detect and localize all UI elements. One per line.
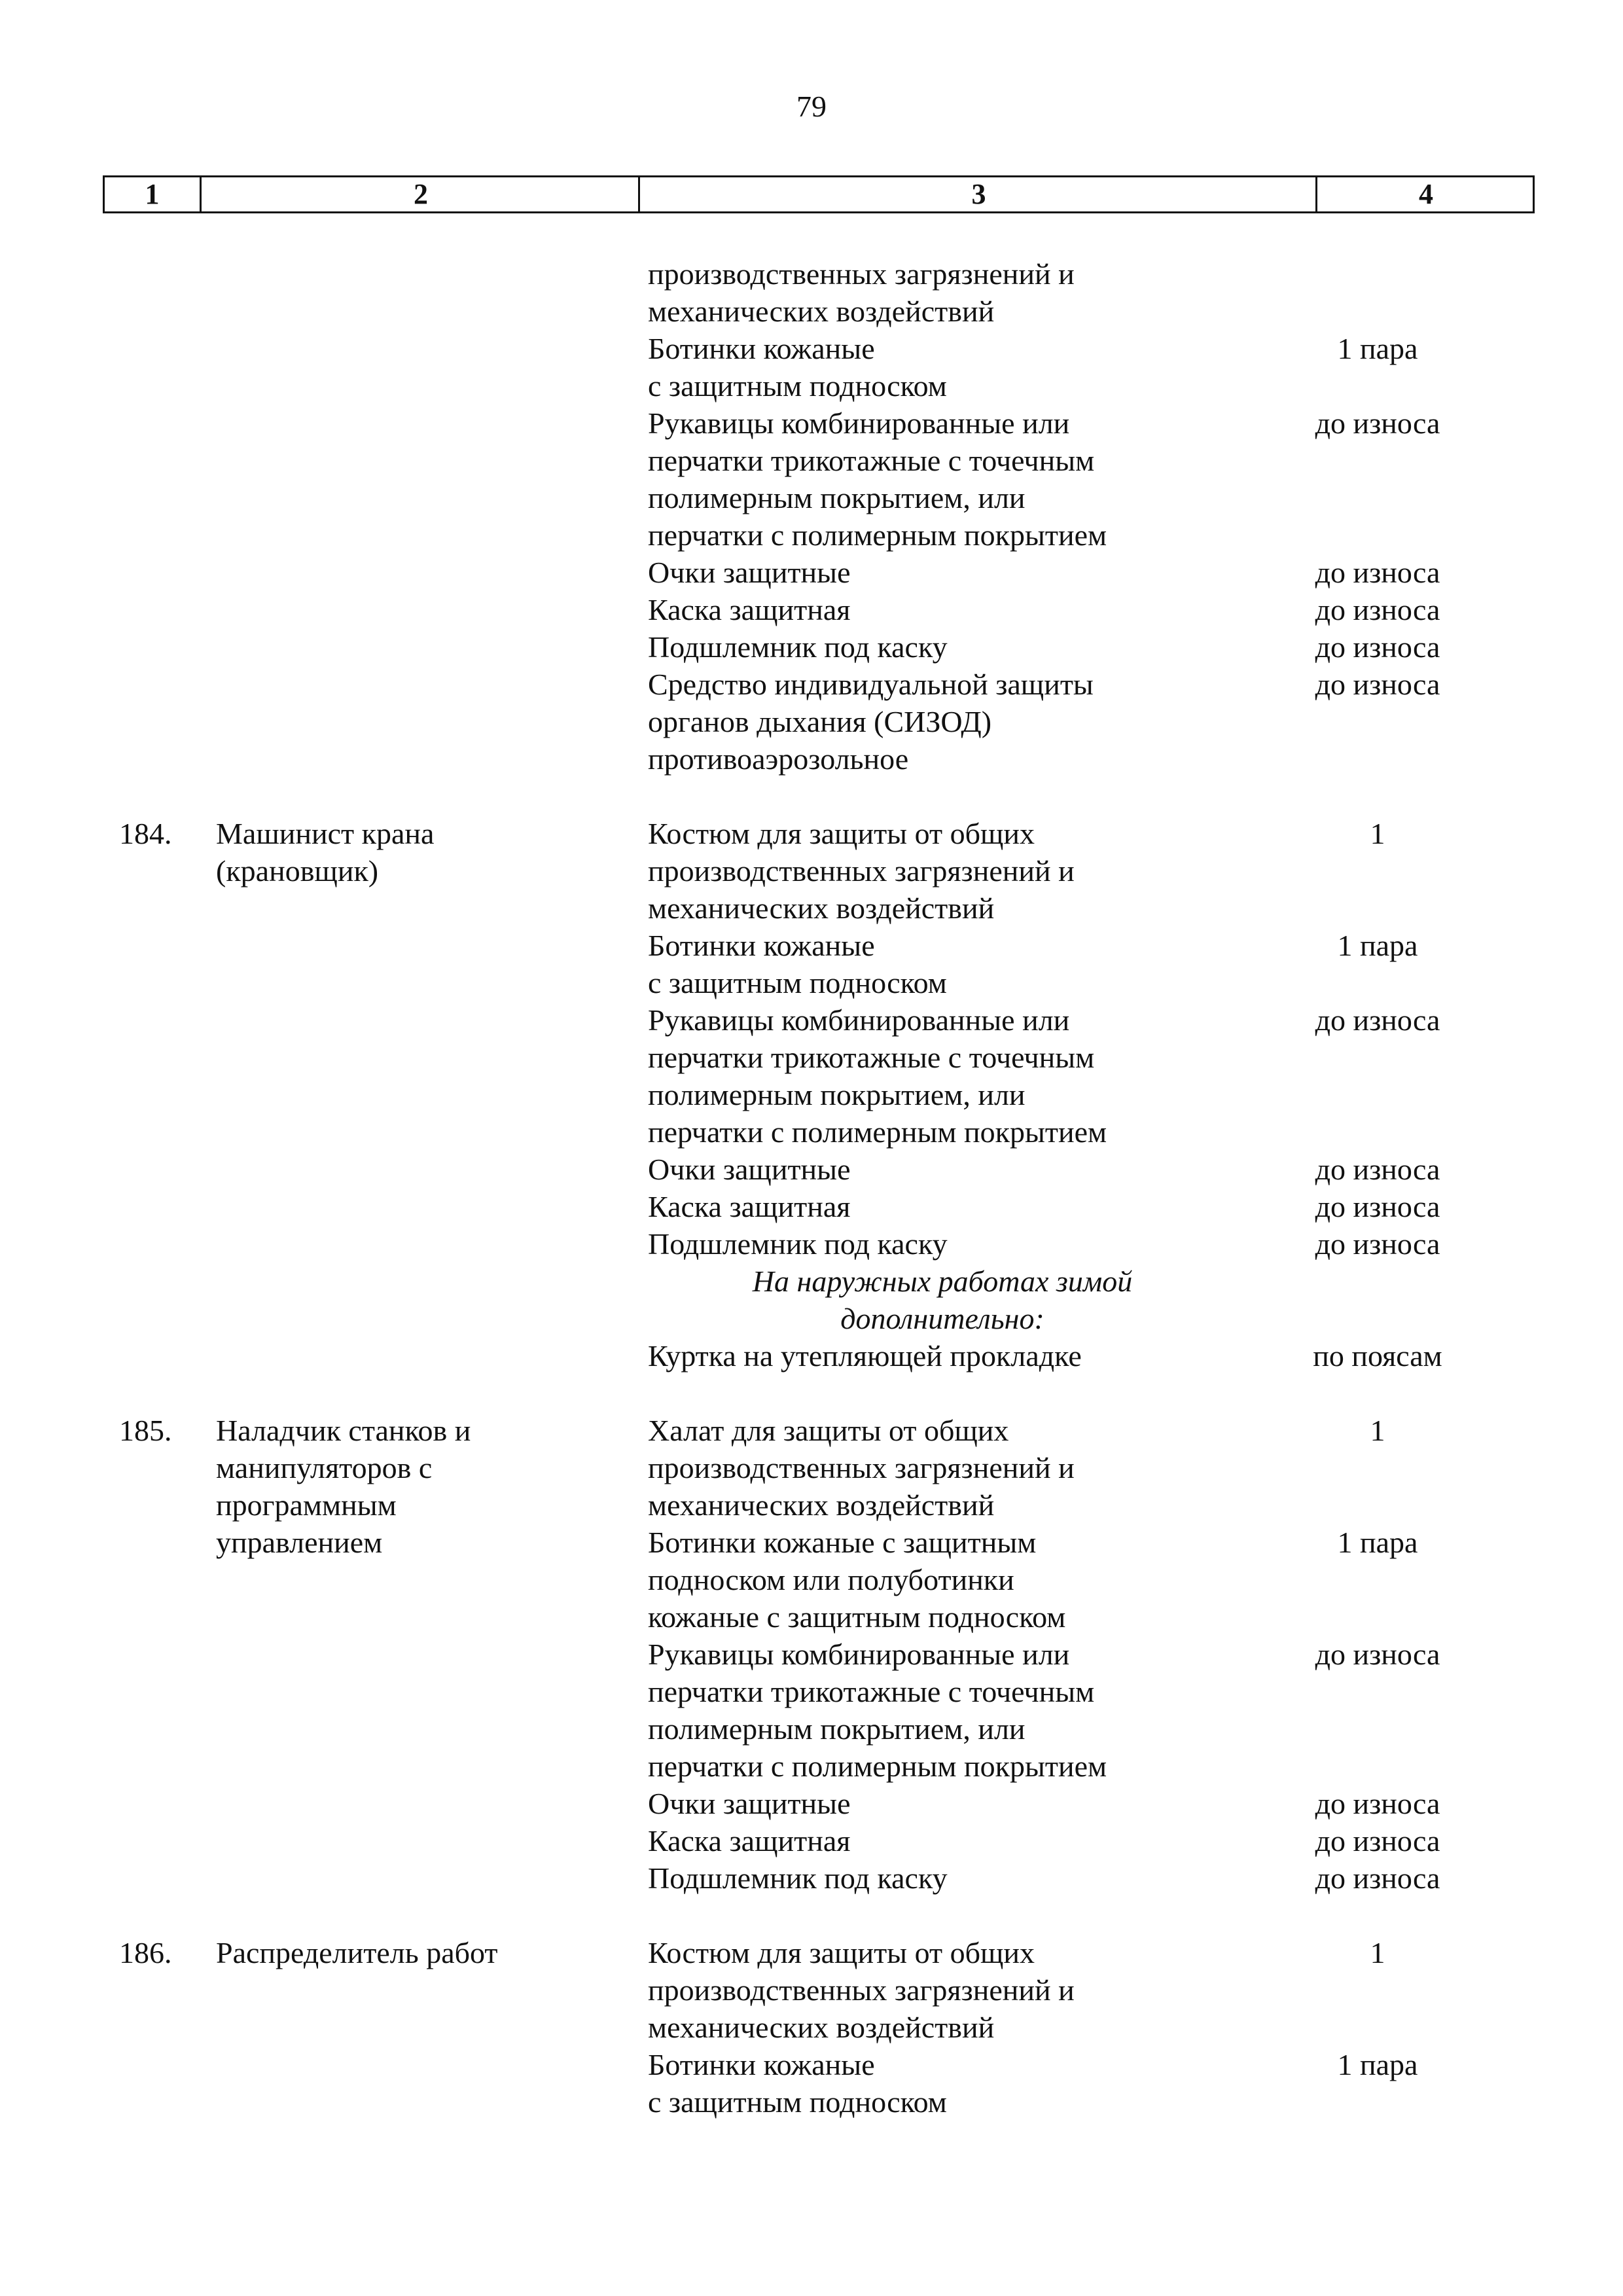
equipment-item — [648, 815, 1518, 927]
issue-norm: до износа — [1315, 1787, 1440, 1820]
issue-norm: до износа — [1315, 1003, 1440, 1037]
equipment-item — [648, 404, 1518, 554]
equipment-item — [648, 1822, 1518, 1859]
equipment-item — [648, 1785, 1518, 1822]
equipment-name — [648, 815, 1237, 927]
issue-norm: 1 пара — [1337, 929, 1418, 962]
equipment-name — [648, 666, 1237, 778]
equipment-name-line: Ботинки кожаные — [648, 332, 875, 365]
equipment-item — [648, 666, 1518, 778]
equipment-item — [648, 1934, 1518, 2046]
equipment-item — [648, 554, 1518, 591]
column-header-1: 1 — [145, 178, 160, 210]
equipment-name — [648, 1524, 1237, 1636]
equipment-item — [648, 330, 1518, 404]
equipment-item — [648, 1188, 1518, 1225]
norms-table-body — [0, 255, 1623, 2121]
equipment-name-line: Рукавицы комбинированные или — [648, 1003, 1070, 1037]
row-spacer — [0, 1374, 1623, 1412]
equipment-name-line: производственных загрязнений и — [648, 1973, 1075, 2007]
equipment-name-line: Куртка на утепляющей прокладке — [648, 1339, 1082, 1372]
equipment-name-line: Костюм для защиты от общих — [648, 817, 1035, 850]
column-header-4: 4 — [1315, 177, 1535, 211]
equipment-list — [648, 1934, 1518, 2121]
issue-norm: до износа — [1315, 668, 1440, 701]
issue-norm: 1 пара — [1337, 1526, 1418, 1559]
equipment-name-line: органов дыхания (СИЗОД) — [648, 705, 992, 738]
profession-line: программным — [216, 1488, 397, 1522]
issue-norm: по поясам — [1313, 1339, 1442, 1372]
issue-norm: до износа — [1315, 406, 1440, 440]
equipment-name-line: перчатки трикотажные с точечным — [648, 1675, 1095, 1708]
equipment-name — [648, 1785, 1237, 1822]
equipment-list — [648, 255, 1518, 778]
equipment-item — [648, 1225, 1518, 1263]
equipment-name — [648, 255, 1237, 330]
equipment-name-line: механических воздействий — [648, 2011, 995, 2044]
equipment-name-line: Каска защитная — [648, 593, 851, 626]
issue-norm: до износа — [1315, 1824, 1440, 1857]
profession-name — [216, 815, 615, 889]
equipment-name-line: Очки защитные — [648, 1787, 851, 1820]
entry-number: 185. — [119, 1414, 172, 1447]
equipment-name-line: Ботинки кожаные — [648, 929, 875, 962]
equipment-item — [648, 1001, 1518, 1151]
continued-entry — [0, 255, 1623, 778]
equipment-name-line: с защитным подноском — [648, 966, 947, 999]
issue-norm: до износа — [1315, 593, 1440, 626]
issue-norm — [1237, 255, 1518, 330]
equipment-name — [648, 1151, 1237, 1188]
equipment-name-line: Средство индивидуальной защиты — [648, 668, 1094, 701]
equipment-name — [648, 591, 1237, 628]
equipment-name-line: Подшлемник под каску — [648, 1861, 948, 1895]
issue-norm: 1 — [1370, 1936, 1385, 1969]
equipment-name-line: Подшлемник под каску — [648, 1227, 948, 1261]
equipment-name-line: механических воздействий — [648, 891, 995, 925]
equipment-item — [648, 1337, 1518, 1374]
equipment-name-line: полимерным покрытием, или — [648, 1078, 1026, 1111]
equipment-name — [648, 628, 1237, 666]
equipment-name-line: с защитным подноском — [648, 369, 947, 403]
equipment-list — [648, 815, 1518, 1374]
equipment-name-line: Подшлемник под каску — [648, 630, 948, 664]
profession-line: Наладчик станков и — [216, 1414, 471, 1447]
equipment-name — [648, 404, 1237, 554]
profession-line: манипуляторов с — [216, 1451, 433, 1484]
equipment-name — [648, 1859, 1237, 1897]
equipment-item — [648, 591, 1518, 628]
equipment-name-line: подноском или полуботинки — [648, 1563, 1014, 1596]
equipment-name — [648, 1225, 1237, 1263]
row-spacer — [0, 778, 1623, 815]
profession-line: Машинист крана — [216, 817, 435, 850]
entry-number: 184. — [119, 817, 172, 850]
note-line: На наружных работах зимой — [752, 1265, 1133, 1298]
issue-norm: до износа — [1315, 1861, 1440, 1895]
equipment-name — [648, 1636, 1237, 1785]
issue-norm: до износа — [1315, 556, 1440, 589]
profession-line: Распределитель работ — [216, 1936, 498, 1969]
equipment-name-line: полимерным покрытием, или — [648, 1712, 1026, 1746]
equipment-name-line: производственных загрязнений и — [648, 854, 1075, 888]
table-row — [0, 815, 1623, 1374]
profession-line: управлением — [216, 1526, 383, 1559]
issue-norm: 1 — [1370, 1414, 1385, 1447]
issue-norm: 1 пара — [1337, 332, 1418, 365]
profession-name — [216, 1934, 615, 1971]
equipment-name-line: Очки защитные — [648, 1153, 851, 1186]
profession-name — [216, 1412, 615, 1561]
profession-line: (крановщик) — [216, 854, 379, 888]
equipment-name — [648, 1934, 1237, 2046]
equipment-name — [648, 1188, 1237, 1225]
column-header-2: 2 — [200, 177, 640, 211]
equipment-item — [648, 1859, 1518, 1897]
equipment-name-line: производственных загрязнений и — [648, 1451, 1075, 1484]
column-header-3: 3 — [638, 177, 1317, 211]
equipment-name-line: кожаные с защитным подноском — [648, 1600, 1066, 1634]
issue-norm: 1 — [1370, 817, 1385, 850]
note-line: дополнительно: — [840, 1302, 1044, 1335]
equipment-name-line: Рукавицы комбинированные или — [648, 1638, 1070, 1671]
equipment-name-line: перчатки трикотажные с точечным — [648, 1041, 1095, 1074]
equipment-name — [648, 330, 1237, 404]
equipment-name-line: Очки защитные — [648, 556, 851, 589]
issue-norm: до износа — [1315, 1153, 1440, 1186]
row-spacer — [0, 1897, 1623, 1934]
equipment-name-line: Каска защитная — [648, 1824, 851, 1857]
equipment-name-line: Ботинки кожаные — [648, 2048, 875, 2081]
issue-norm: до износа — [1315, 1227, 1440, 1261]
equipment-item — [648, 927, 1518, 1001]
entry-number: 186. — [119, 1936, 172, 1969]
equipment-name-line: Ботинки кожаные с защитным — [648, 1526, 1037, 1559]
issue-norm: 1 пара — [1337, 2048, 1418, 2081]
equipment-item — [648, 1636, 1518, 1785]
equipment-item — [648, 1412, 1518, 1524]
equipment-item — [648, 628, 1518, 666]
equipment-name-line: производственных загрязнений и — [648, 257, 1075, 291]
equipment-name — [648, 1412, 1237, 1524]
equipment-item — [648, 255, 1518, 330]
equipment-name-line: перчатки с полимерным покрытием — [648, 1749, 1107, 1783]
equipment-name-line: перчатки с полимерным покрытием — [648, 518, 1107, 552]
issue-norm: до износа — [1315, 630, 1440, 664]
equipment-name — [648, 1822, 1237, 1859]
page-number: 79 — [796, 90, 827, 123]
equipment-name — [648, 2046, 1237, 2121]
equipment-name — [648, 1001, 1237, 1151]
table-row — [0, 1934, 1623, 2121]
equipment-name-line: Каска защитная — [648, 1190, 851, 1223]
equipment-name-line: Рукавицы комбинированные или — [648, 406, 1070, 440]
equipment-item — [648, 2046, 1518, 2121]
issue-norm: до износа — [1315, 1638, 1440, 1671]
equipment-name-line: механических воздействий — [648, 295, 995, 328]
equipment-name-line: Костюм для защиты от общих — [648, 1936, 1035, 1969]
equipment-name-line: противоаэрозольное — [648, 742, 909, 776]
equipment-name-line: перчатки трикотажные с точечным — [648, 444, 1095, 477]
equipment-name — [648, 927, 1237, 1001]
equipment-name-line: с защитным подноском — [648, 2085, 947, 2119]
section-note — [648, 1263, 1237, 1337]
equipment-name-line: механических воздействий — [648, 1488, 995, 1522]
equipment-item — [648, 1151, 1518, 1188]
equipment-list — [648, 1412, 1518, 1897]
table-row — [0, 1412, 1623, 1897]
equipment-name — [648, 554, 1237, 591]
equipment-name-line: Халат для защиты от общих — [648, 1414, 1009, 1447]
equipment-name-line: перчатки с полимерным покрытием — [648, 1115, 1107, 1149]
equipment-item — [648, 1524, 1518, 1636]
equipment-name-line: полимерным покрытием, или — [648, 481, 1026, 514]
column-header-row — [103, 175, 1535, 213]
issue-norm: до износа — [1315, 1190, 1440, 1223]
equipment-name — [648, 1337, 1237, 1374]
